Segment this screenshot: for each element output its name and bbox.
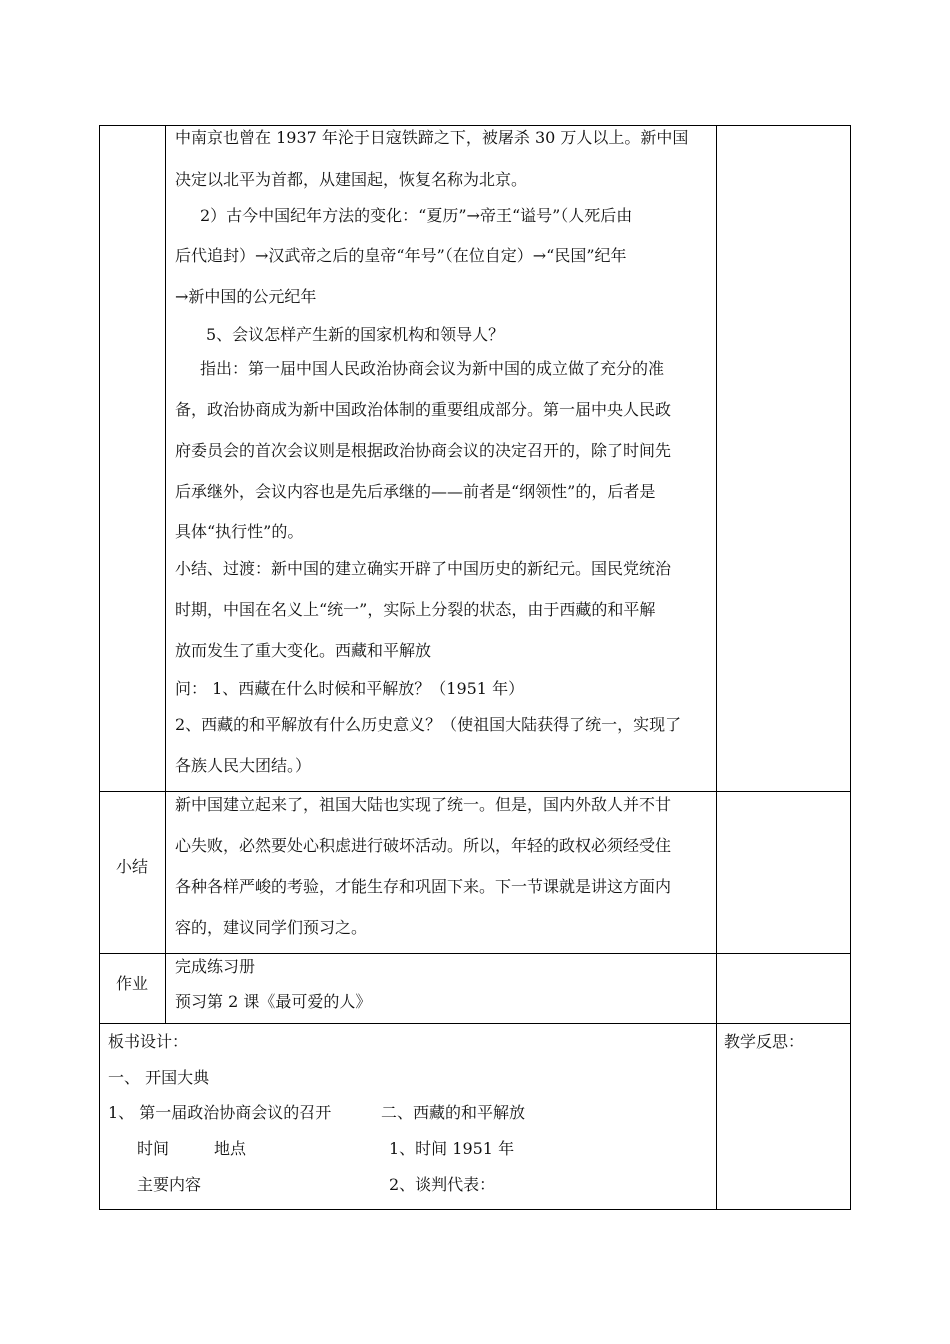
summary-line: 各种各样严峻的考验，才能生存和巩固下来。下一节课就是讲这方面内 — [175, 877, 672, 896]
table-bottom-border — [99, 1209, 851, 1210]
summary-line: 新中国建立起来了，祖国大陆也实现了统一。但是，国内外敌人并不甘 — [175, 795, 672, 814]
summary-line: 心失败，必然要处心积虑进行破坏活动。所以，年轻的政权必须经受住 — [175, 836, 672, 855]
homework-line: 预习第 2 课《最可爱的人》 — [175, 992, 372, 1011]
summary-row-top-border — [99, 791, 851, 792]
teaching-reflection-title: 教学反思： — [724, 1032, 805, 1051]
question-heading: 5、会议怎样产生新的国家机构和领导人？ — [206, 325, 505, 344]
content-line: 2、西藏的和平解放有什么历史意义？（使祖国大陆获得了统一，实现了 — [175, 715, 682, 734]
board-section-heading: 二、西藏的和平解放 — [381, 1103, 526, 1122]
content-line: 后代追封）→汉武帝之后的皇帝“年号”（在位自定）→“民国”纪年 — [175, 246, 627, 265]
content-line: 时期，中国在名义上“统一”，实际上分裂的状态，由于西藏的和平解 — [175, 600, 656, 619]
homework-row-top-border — [99, 953, 851, 954]
board-item: 主要内容 — [137, 1175, 202, 1194]
table-right-border — [850, 125, 851, 1210]
summary-line: 容的，建议同学们预习之。 — [175, 918, 368, 937]
board-item: 1、 第一届政治协商会议的召开 — [108, 1103, 332, 1122]
notes-column-divider — [716, 125, 717, 1210]
content-line: 后承继外，会议内容也是先后承继的——前者是“纲领性”的，后者是 — [175, 482, 656, 501]
content-line: 问： 1、西藏在什么时候和平解放？（1951 年） — [175, 679, 525, 698]
content-line: 2）古今中国纪年方法的变化：“夏历”→帝王“谥号”（人死后由 — [200, 206, 633, 225]
content-line: 放而发生了重大变化。西藏和平解放 — [175, 641, 432, 660]
summary-label: 小结 — [115, 857, 148, 876]
table-left-border — [99, 125, 100, 1210]
homework-line: 完成练习册 — [175, 957, 256, 976]
content-line: 指出：第一届中国人民政治协商会议为新中国的成立做了充分的准 — [200, 359, 665, 378]
label-column-divider — [165, 125, 166, 1023]
board-design-title: 板书设计： — [108, 1032, 189, 1051]
content-line: 各族人民大团结。） — [175, 756, 312, 775]
board-item: 地点 — [214, 1139, 247, 1158]
content-line: 备，政治协商成为新中国政治体制的重要组成部分。第一届中央人民政 — [175, 400, 672, 419]
table-top-border — [99, 125, 851, 126]
homework-label: 作业 — [115, 974, 148, 993]
content-line: 府委员会的首次会议则是根据政治协商会议的决定召开的，除了时间先 — [175, 441, 672, 460]
board-item: 2、谈判代表： — [389, 1175, 496, 1194]
board-item: 1、时间 1951 年 — [389, 1139, 515, 1158]
content-line: 具体“执行性”的。 — [175, 522, 304, 541]
board-item: 时间 — [137, 1139, 170, 1158]
content-line: 决定以北平为首都，从建国起，恢复名称为北京。 — [175, 170, 528, 189]
content-line: 小结、过渡：新中国的建立确实开辟了中国历史的新纪元。国民党统治 — [175, 559, 672, 578]
content-line: 中南京也曾在 1937 年沦于日寇铁蹄之下，被屠杀 30 万人以上。新中国 — [175, 128, 689, 147]
board-row-top-border — [99, 1023, 851, 1024]
content-line: →新中国的公元纪年 — [175, 287, 317, 306]
board-section-heading: 一、 开国大典 — [108, 1068, 210, 1087]
